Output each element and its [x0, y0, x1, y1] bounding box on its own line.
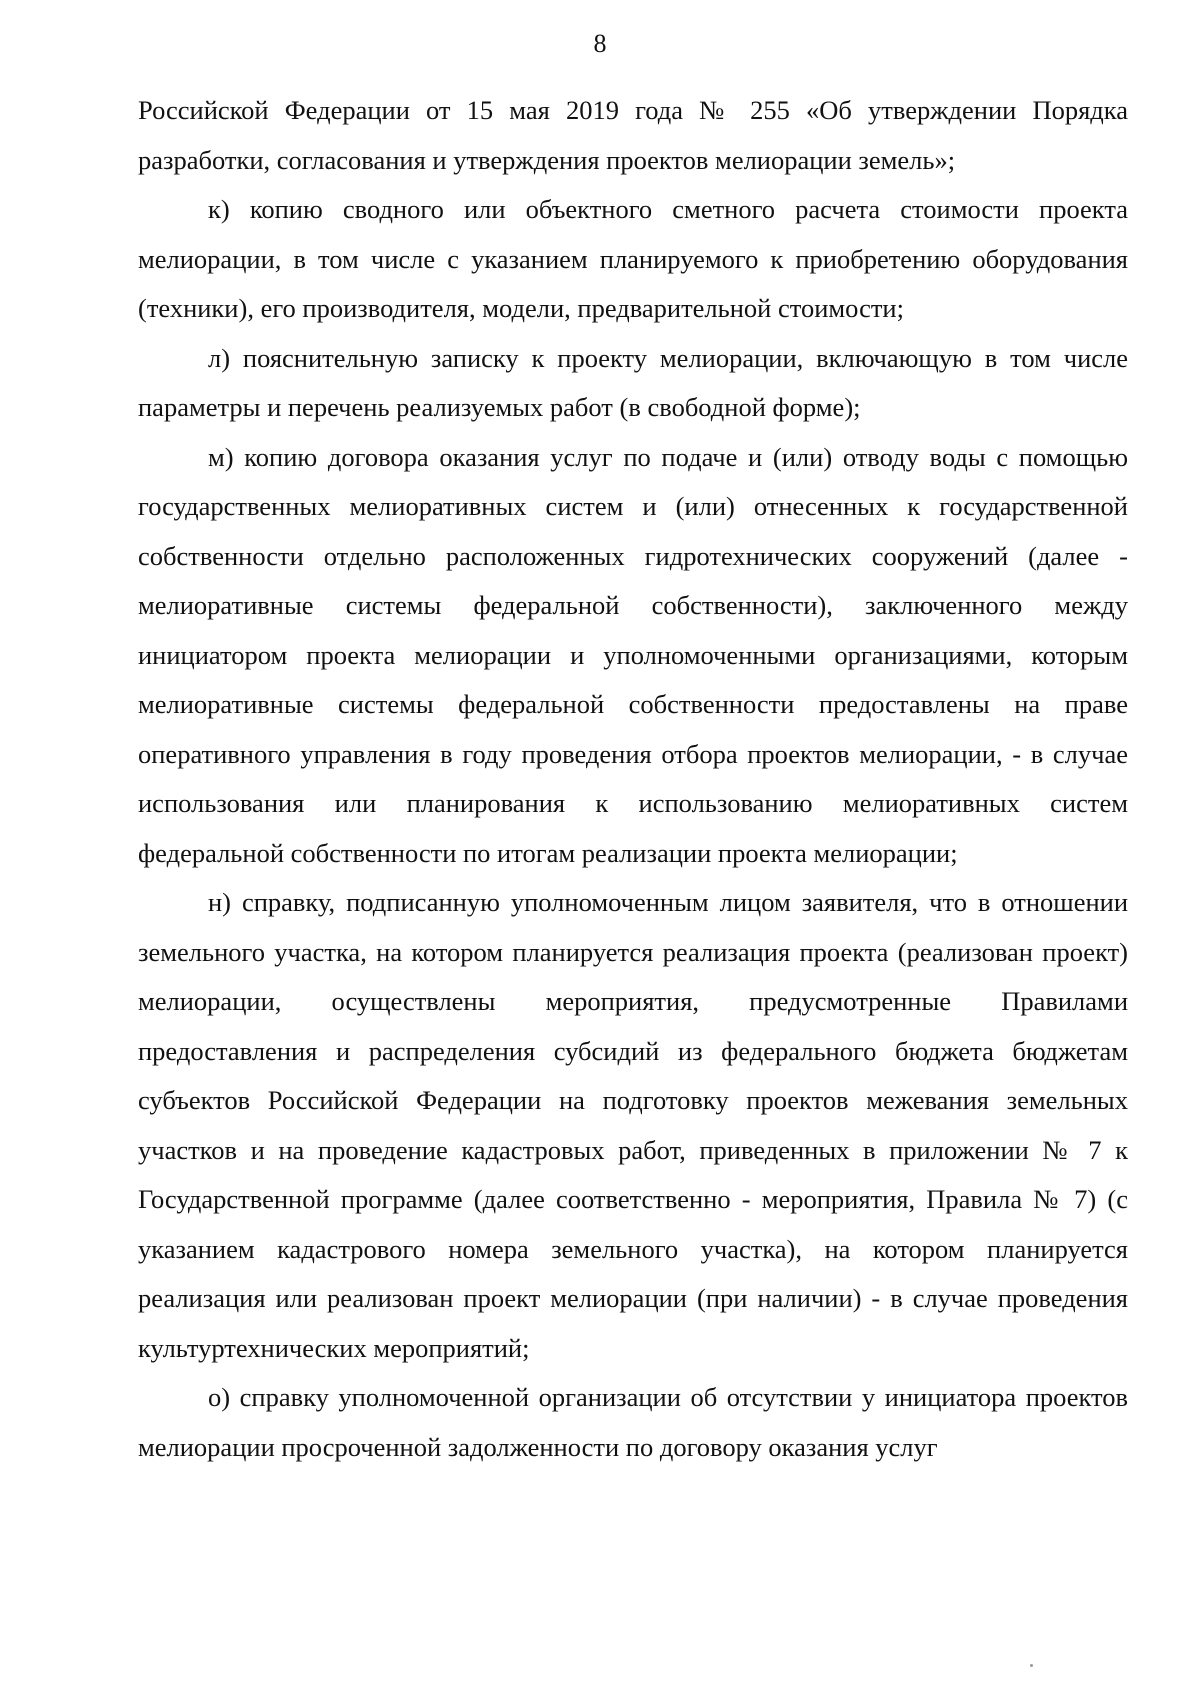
- paragraph-n: н) справку, подписанную уполномоченным лицом заявителя, что в отношении земельного участка, на котором планируется реализация проекта (реализован проект) мелиорации, осуществлены мероприятия, предусмотренные Правилами предоставления и распределения субсидий из федерального бюджета бюджетам субъектов Российской Федерации на подготовку проектов межевания земельных участков и на проведение кадастровых работ, приведенных в приложении № 7 к Государственной программе (далее соответственно - мероприятия, Правила № 7) (с указанием кадастрового номера земельного участка), на котором планируется реализация или реализован проект мелиорации (при наличии) - в случае проведения культуртехнических мероприятий;: [138, 887, 1128, 1363]
- paragraph-k: к) копию сводного или объектного сметного расчета стоимости проекта мелиорации, в том числе с указанием планируемого к приобретению оборудования (техники), его производителя, модели, предварительной стоимости;: [138, 194, 1128, 323]
- paragraph-continuation: Российской Федерации от 15 мая 2019 года № 255 «Об утверждении Порядка разработки, согласования и утверждения проектов мелиорации земель»;: [138, 95, 1128, 175]
- paragraph-l: л) пояснительную записку к проекту мелиорации, включающую в том числе параметры и перечень реализуемых работ (в свободной форме);: [138, 342, 1128, 422]
- page-number: 8: [593, 29, 607, 58]
- scan-artifact: [1030, 1664, 1033, 1667]
- document-body: [138, 86, 1128, 1472]
- paragraph-o: о) справку уполномоченной организации об отсутствии у инициатора проектов мелиорации просроченной задолженности по договору оказания услуг: [138, 1382, 1128, 1462]
- paragraph-m: м) копию договора оказания услуг по подаче и (или) отводу воды с помощью государственных мелиоративных систем и (или) отнесенных к государственной собственности отдельно расположенных гидротехнических сооружений (далее - мелиоративные системы федеральной собственности), заключенного между инициатором проекта мелиорации и уполномоченными организациями, которым мелиоративные системы федеральной собственности предоставлены на праве оперативного управления в году проведения отбора проектов мелиорации, - в случае использования или планирования к использованию мелиоративных систем федеральной собственности по итогам реализации проекта мелиорации;: [138, 441, 1128, 868]
